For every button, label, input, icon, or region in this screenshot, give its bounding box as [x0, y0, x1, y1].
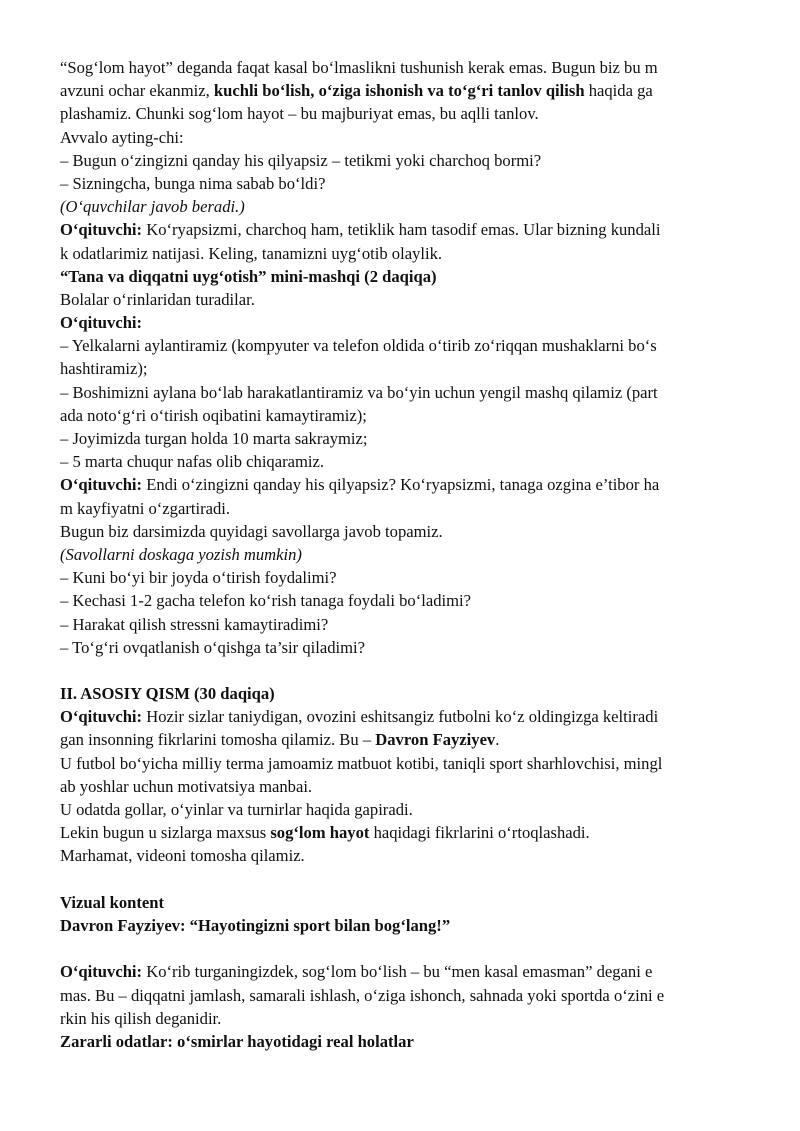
text-line: [60, 705, 750, 728]
bold-text: Zararli odatlar: o‘smirlar hayotidagi real holatlar: [60, 1031, 414, 1051]
text-run: – Bugun o‘zingizni qanday his qilyapsiz – tetikmi yoki charchoq bormi?: [60, 150, 542, 170]
text-run: haqidagi fikrlarini o‘rtoqlashadi.: [369, 823, 590, 843]
bold-text: sog‘lom hayot: [270, 823, 370, 843]
text-line: [60, 218, 750, 241]
text-run: ada noto‘g‘ri o‘tirish oqibatini kamaytiramiz);: [60, 405, 367, 425]
bold-text: II. ASOSIY QISM (30 daqiqa): [60, 684, 275, 704]
text-run: avzuni ochar ekanmiz,: [60, 81, 214, 101]
text-run: gan insonning fikrlarini tomosha qilamiz. Bu –: [60, 730, 376, 750]
text-line: [60, 381, 750, 404]
text-run: ab yoshlar uchun motivatsiya manbai.: [60, 776, 313, 796]
text-run: – Sizningcha, bunga nima sabab bo‘ldi?: [60, 173, 326, 193]
bold-text: O‘qituvchi:: [60, 707, 143, 727]
text-line: [60, 288, 750, 311]
paragraph-gap: [60, 659, 750, 682]
bold-text: O‘qituvchi:: [60, 962, 143, 982]
text-line: [60, 543, 750, 566]
text-run: rkin his qilish deganidir.: [60, 1008, 222, 1028]
document-body: [60, 56, 750, 1053]
text-line: [60, 497, 750, 520]
text-line: [60, 265, 750, 288]
text-line: [60, 172, 750, 195]
text-line: [60, 450, 750, 473]
text-line: [60, 427, 750, 450]
text-run: Ko‘rib turganingizdek, sog‘lom bo‘lish – bu “men kasal emasman” degani e: [142, 962, 653, 982]
text-run: mas. Bu – diqqatni jamlash, samarali ishlash, o‘ziga ishonch, sahnada yoki sportda o‘zini e: [60, 985, 665, 1005]
bold-text: kuchli bo‘lish, o‘ziga ishonish va to‘g‘ri tanlov qilish: [213, 81, 585, 101]
text-run: – Harakat qilish stressni kamaytiradimi?: [60, 614, 329, 634]
text-line: [60, 775, 750, 798]
text-run: hashtiramiz);: [60, 359, 148, 379]
text-line: [60, 126, 750, 149]
text-line: [60, 589, 750, 612]
text-run: U futbol bo‘yicha milliy terma jamoamiz matbuot kotibi, taniqli sport sharhlovchisi, mingl: [60, 753, 663, 773]
text-run: – 5 marta chuqur nafas olib chiqaramiz.: [60, 452, 325, 472]
text-run: U odatda gollar, o‘yinlar va turnirlar haqida gapiradi.: [60, 800, 413, 819]
text-line: [60, 821, 750, 844]
text-run: .: [495, 730, 500, 750]
text-line: [60, 404, 750, 427]
text-run: plashamiz. Chunki sog‘lom hayot – bu majburiyat emas, bu aqlli tanlov.: [60, 104, 539, 124]
bold-text: “Tana va diqqatni uyg‘otish” mini-mashqi (2 daqiqa): [60, 266, 437, 286]
text-line: [60, 79, 750, 102]
text-run: – Kuni bo‘yi bir joyda o‘tirish foydalimi?: [60, 568, 337, 588]
text-run: – Yelkalarni aylantiramiz (kompyuter va telefon oldida o‘tirib zo‘riqqan mushaklarni bo‘s: [60, 336, 657, 356]
text-line: [60, 242, 750, 265]
text-run: – Boshimizni aylana bo‘lab harakatlantiramiz va bo‘yin uchun yengil mashq qilamiz (part: [60, 382, 658, 402]
text-line: [60, 311, 750, 334]
text-line: [60, 1007, 750, 1030]
text-run: Endi o‘zingizni qanday his qilyapsiz? Ko‘ryapsizmi, tanaga ozgina e’tibor ha: [142, 475, 660, 495]
text-run: – Kechasi 1-2 gacha telefon ko‘rish tanaga foydali bo‘ladimi?: [60, 591, 472, 611]
bold-text: O‘qituvchi:: [60, 220, 143, 240]
text-line: [60, 984, 750, 1007]
italic-text: (Savollarni doskaga yozish mumkin): [60, 544, 302, 564]
text-line: [60, 1030, 750, 1053]
bold-text: Davron Fayziyev: “Hayotingizni sport bilan bog‘lang!”: [60, 915, 451, 935]
text-run: k odatlarimiz natijasi. Keling, tanamizni uyg‘otib olaylik.: [60, 243, 443, 263]
text-line: [60, 613, 750, 636]
text-run: Marhamat, videoni tomosha qilamiz.: [60, 846, 305, 866]
text-line: [60, 195, 750, 218]
italic-text: (O‘quvchilar javob beradi.): [60, 197, 245, 217]
text-line: [60, 520, 750, 543]
text-line: [60, 960, 750, 983]
text-line: [60, 844, 750, 867]
text-line: [60, 752, 750, 775]
text-line: [60, 636, 750, 659]
text-line: [60, 682, 750, 705]
text-line: [60, 566, 750, 589]
text-run: Lekin bugun u sizlarga maxsus: [60, 823, 271, 843]
bold-text: Davron Fayziyev: [375, 730, 496, 750]
text-line: [60, 56, 750, 79]
bold-text: Vizual kontent: [60, 892, 165, 912]
text-line: [60, 149, 750, 172]
paragraph-gap: [60, 868, 750, 891]
text-line: [60, 334, 750, 357]
text-line: [60, 357, 750, 380]
text-run: Hozir sizlar taniydigan, ovozini eshitsangiz futbolni ko‘z oldingizga keltiradi: [142, 707, 659, 727]
text-line: [60, 473, 750, 496]
text-line: [60, 728, 750, 751]
text-run: Ko‘ryapsizmi, charchoq ham, tetiklik ham tasodif emas. Ular bizning kundali: [142, 220, 661, 240]
text-line: [60, 914, 750, 937]
text-run: haqida ga: [584, 81, 653, 101]
text-run: – Joyimizda turgan holda 10 marta sakraymiz;: [60, 429, 368, 448]
text-run: Bugun biz darsimizda quyidagi savollarga javob topamiz.: [60, 521, 443, 541]
text-run: Bolalar o‘rinlaridan turadilar.: [60, 289, 255, 309]
bold-text: O‘qituvchi:: [60, 475, 143, 495]
text-run: Avvalo ayting-chi:: [60, 127, 184, 147]
text-line: [60, 102, 750, 125]
text-run: m kayfiyatni o‘zgartiradi.: [60, 498, 231, 518]
paragraph-gap: [60, 937, 750, 960]
text-line: [60, 798, 750, 821]
text-run: “Sog‘lom hayot” deganda faqat kasal bo‘lmaslikni tushunish kerak emas. Bugun biz bu m: [60, 58, 658, 77]
text-line: [60, 891, 750, 914]
text-run: – To‘g‘ri ovqatlanish o‘qishga ta’sir qiladimi?: [60, 637, 365, 657]
bold-text: O‘qituvchi:: [60, 313, 143, 333]
